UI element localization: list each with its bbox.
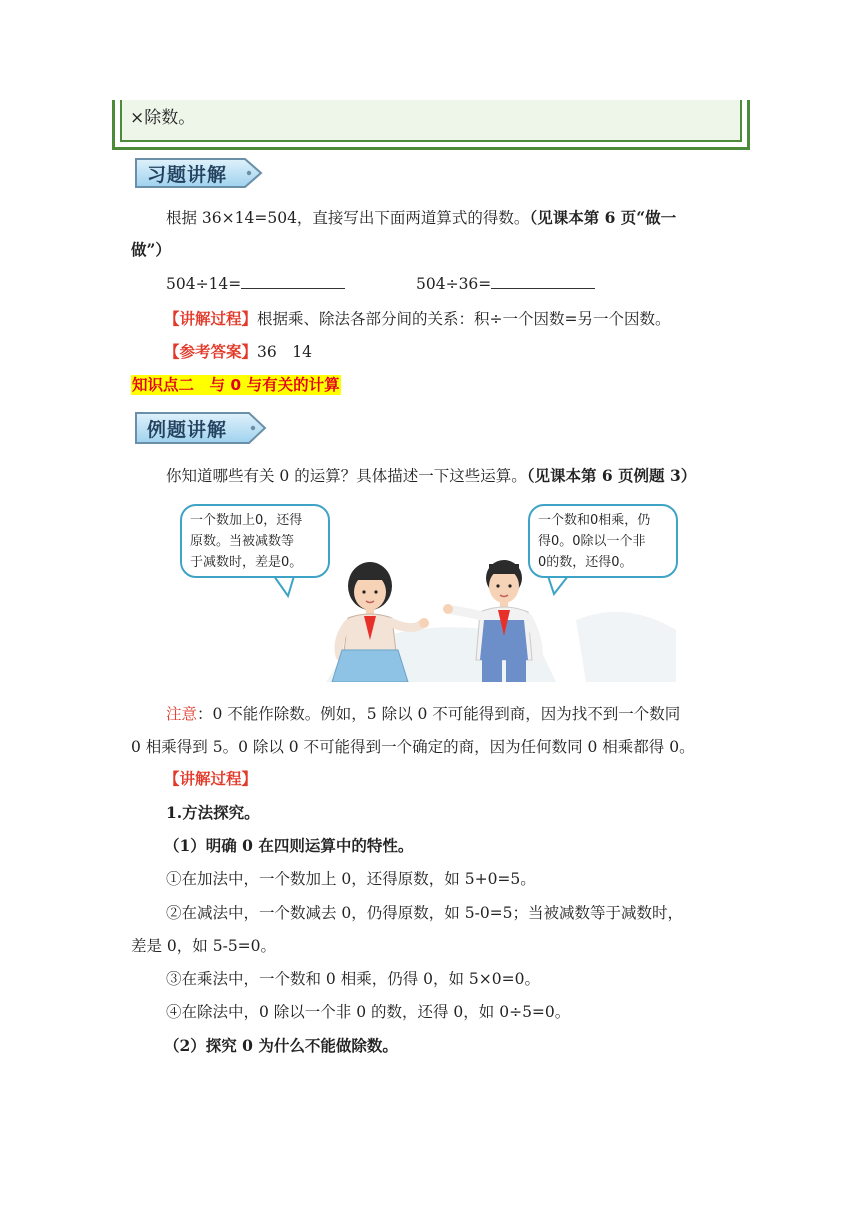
example-tag-label: 例题讲解 xyxy=(147,419,228,441)
step-1: 1.方法探究。 xyxy=(166,803,260,822)
note-text-1: ：0 不能作除数。例如，5 除以 0 不可能得到商，因为找不到一个数同 xyxy=(197,705,681,723)
example-question xyxy=(166,464,696,488)
boy-speech-bubble xyxy=(528,504,678,578)
exercise-question xyxy=(166,206,676,230)
example-question-text: 你知道哪些有关 0 的运算？具体描述一下这些运算。 xyxy=(166,467,527,485)
boy-bubble-line-1: 一个数和0相乘，仍 xyxy=(538,513,651,528)
exercise-answer xyxy=(164,340,312,364)
girl-bubble-line-1: 一个数加上0，还得 xyxy=(190,513,303,528)
girl-bubble-line-2: 原数。当被减数等 xyxy=(190,534,295,549)
exercise-question-ref-cont: 做”） xyxy=(131,240,171,259)
note-line-2: 0 相乘得到 5。0 除以 0 不可能得到一个确定的商，因为任何数同 0 相乘都得 0。 xyxy=(131,738,695,756)
example-question-ref: （见课本第 6 页例题 3） xyxy=(526,466,697,485)
exercise-question-ref: （见课本第 6 页“做一 xyxy=(529,208,677,227)
sub-step-1: （1）明确 0 在四则运算中的特性。 xyxy=(164,836,414,855)
answer-text: 36 14 xyxy=(257,343,312,361)
equation-2-text: 504÷36= xyxy=(416,275,492,293)
illustration xyxy=(176,500,686,682)
exercise-question-text: 根据 36×14=504，直接写出下面两道算式的得数。 xyxy=(166,209,530,227)
example-tag xyxy=(133,410,269,444)
summary-box-text: ×除数。 xyxy=(130,108,196,128)
sub-step-2: （2）探究 0 为什么不能做除数。 xyxy=(164,1036,398,1055)
exercise-tag xyxy=(133,156,265,190)
note-label: 注意 xyxy=(166,705,198,723)
item-multiplication: ③在乘法中，一个数和 0 相乘，仍得 0，如 5×0=0。 xyxy=(166,970,540,988)
answer-blank-1 xyxy=(241,274,345,289)
answer-blank-2 xyxy=(491,274,595,289)
item-division: ④在除法中，0 除以一个非 0 的数，还得 0，如 0÷5=0。 xyxy=(166,1003,571,1021)
example-process-label: 【讲解过程】 xyxy=(164,769,258,788)
process-label: 【讲解过程】 xyxy=(164,309,258,328)
item-subtraction-cont: 差是 0，如 5-5=0。 xyxy=(131,937,277,955)
exercise-tag-label: 习题讲解 xyxy=(147,164,228,186)
answer-label: 【参考答案】 xyxy=(164,342,258,361)
note-line-1 xyxy=(166,702,680,726)
knowledge-point-heading: 知识点二 与 0 与有关的计算 xyxy=(132,376,340,394)
equation-1 xyxy=(166,272,345,296)
boy-bubble-line-3: 0的数，还得0。 xyxy=(538,555,633,570)
summary-box xyxy=(112,100,750,150)
exercise-process xyxy=(164,307,671,331)
girl-bubble-line-3: 于减数时，差是0。 xyxy=(190,555,303,570)
equation-2 xyxy=(416,272,595,296)
boy-bubble-line-2: 得0。0除以一个非 xyxy=(538,534,646,549)
process-text: 根据乘、除法各部分间的关系：积÷一个因数=另一个因数。 xyxy=(257,310,671,328)
item-addition: ①在加法中，一个数加上 0，还得原数，如 5+0=5。 xyxy=(166,870,536,888)
item-subtraction: ②在减法中，一个数减去 0，仍得原数，如 5-0=5；当被减数等于减数时， xyxy=(166,904,684,922)
equation-1-text: 504÷14= xyxy=(166,275,242,293)
girl-speech-bubble xyxy=(180,504,330,578)
